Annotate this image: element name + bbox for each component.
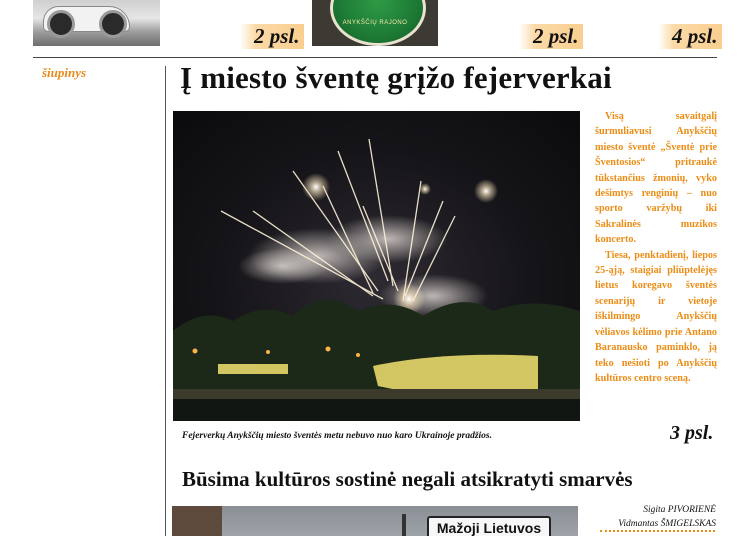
sign-photo[interactable] <box>172 506 578 536</box>
page-ref-3[interactable]: 4 psl. <box>658 24 722 49</box>
page-ref-main-story[interactable]: 3 psl. <box>670 422 714 444</box>
page-ref-1[interactable]: 2 psl. <box>240 24 304 49</box>
main-headline[interactable]: Į miesto šventę grįžo fejerverkai <box>180 60 612 95</box>
road-sign: Mažoji Lietuvos <box>427 516 551 536</box>
column-divider <box>165 66 166 536</box>
byline <box>618 503 716 531</box>
continued-text-fragment <box>600 530 715 538</box>
wheel-shape <box>99 10 127 38</box>
section-label: šiupinys <box>42 65 87 80</box>
car-thumbnail-photo[interactable] <box>33 0 160 46</box>
article-body <box>595 109 717 386</box>
article-paragraph-1: Visą savaitgalį šurmuliavusi Anykščių miesto šventė „Šventė prie Šventosios“ pritraukė tūkstančius žmonių, vyko dešimtys renginių – nuo sporto varžybų iki Sakralinės muzikos koncerto. <box>595 111 717 246</box>
author-1: Sigita PIVORIENĖ <box>643 505 716 515</box>
page-ref-2[interactable]: 2 psl. <box>519 24 583 49</box>
fireworks-illustration <box>173 111 580 421</box>
cake-inscription: ANYKŠČIŲ RAJONO <box>342 20 408 26</box>
wheel-shape <box>47 10 75 38</box>
cake-thumbnail-photo[interactable] <box>312 0 438 46</box>
sign-pole <box>402 514 406 536</box>
article-paragraph-2: Tiesa, penktadienį, liepos 25-ąją, staigiai pliūptelėjęs lietus koregavo šventės scenarijų ir vietoje iškilmingo Anykščių vėliavos kėlimo prie Antano Baranausko paminklo, ją teko nešioti po Anykščių kultūros centro sceną. <box>595 249 717 384</box>
author-2: Vidmantas ŠMIGELSKAS <box>618 519 716 529</box>
fireworks-photo[interactable] <box>173 111 580 421</box>
top-divider <box>33 57 717 58</box>
building-wall <box>172 506 222 536</box>
photo-caption: Fejerverkų Anykščių miesto šventės metu nebuvo nuo karo Ukrainoje pradžios. <box>182 431 492 441</box>
second-headline[interactable]: Būsima kultūros sostinė negali atsikratyti smarvės <box>182 467 633 491</box>
